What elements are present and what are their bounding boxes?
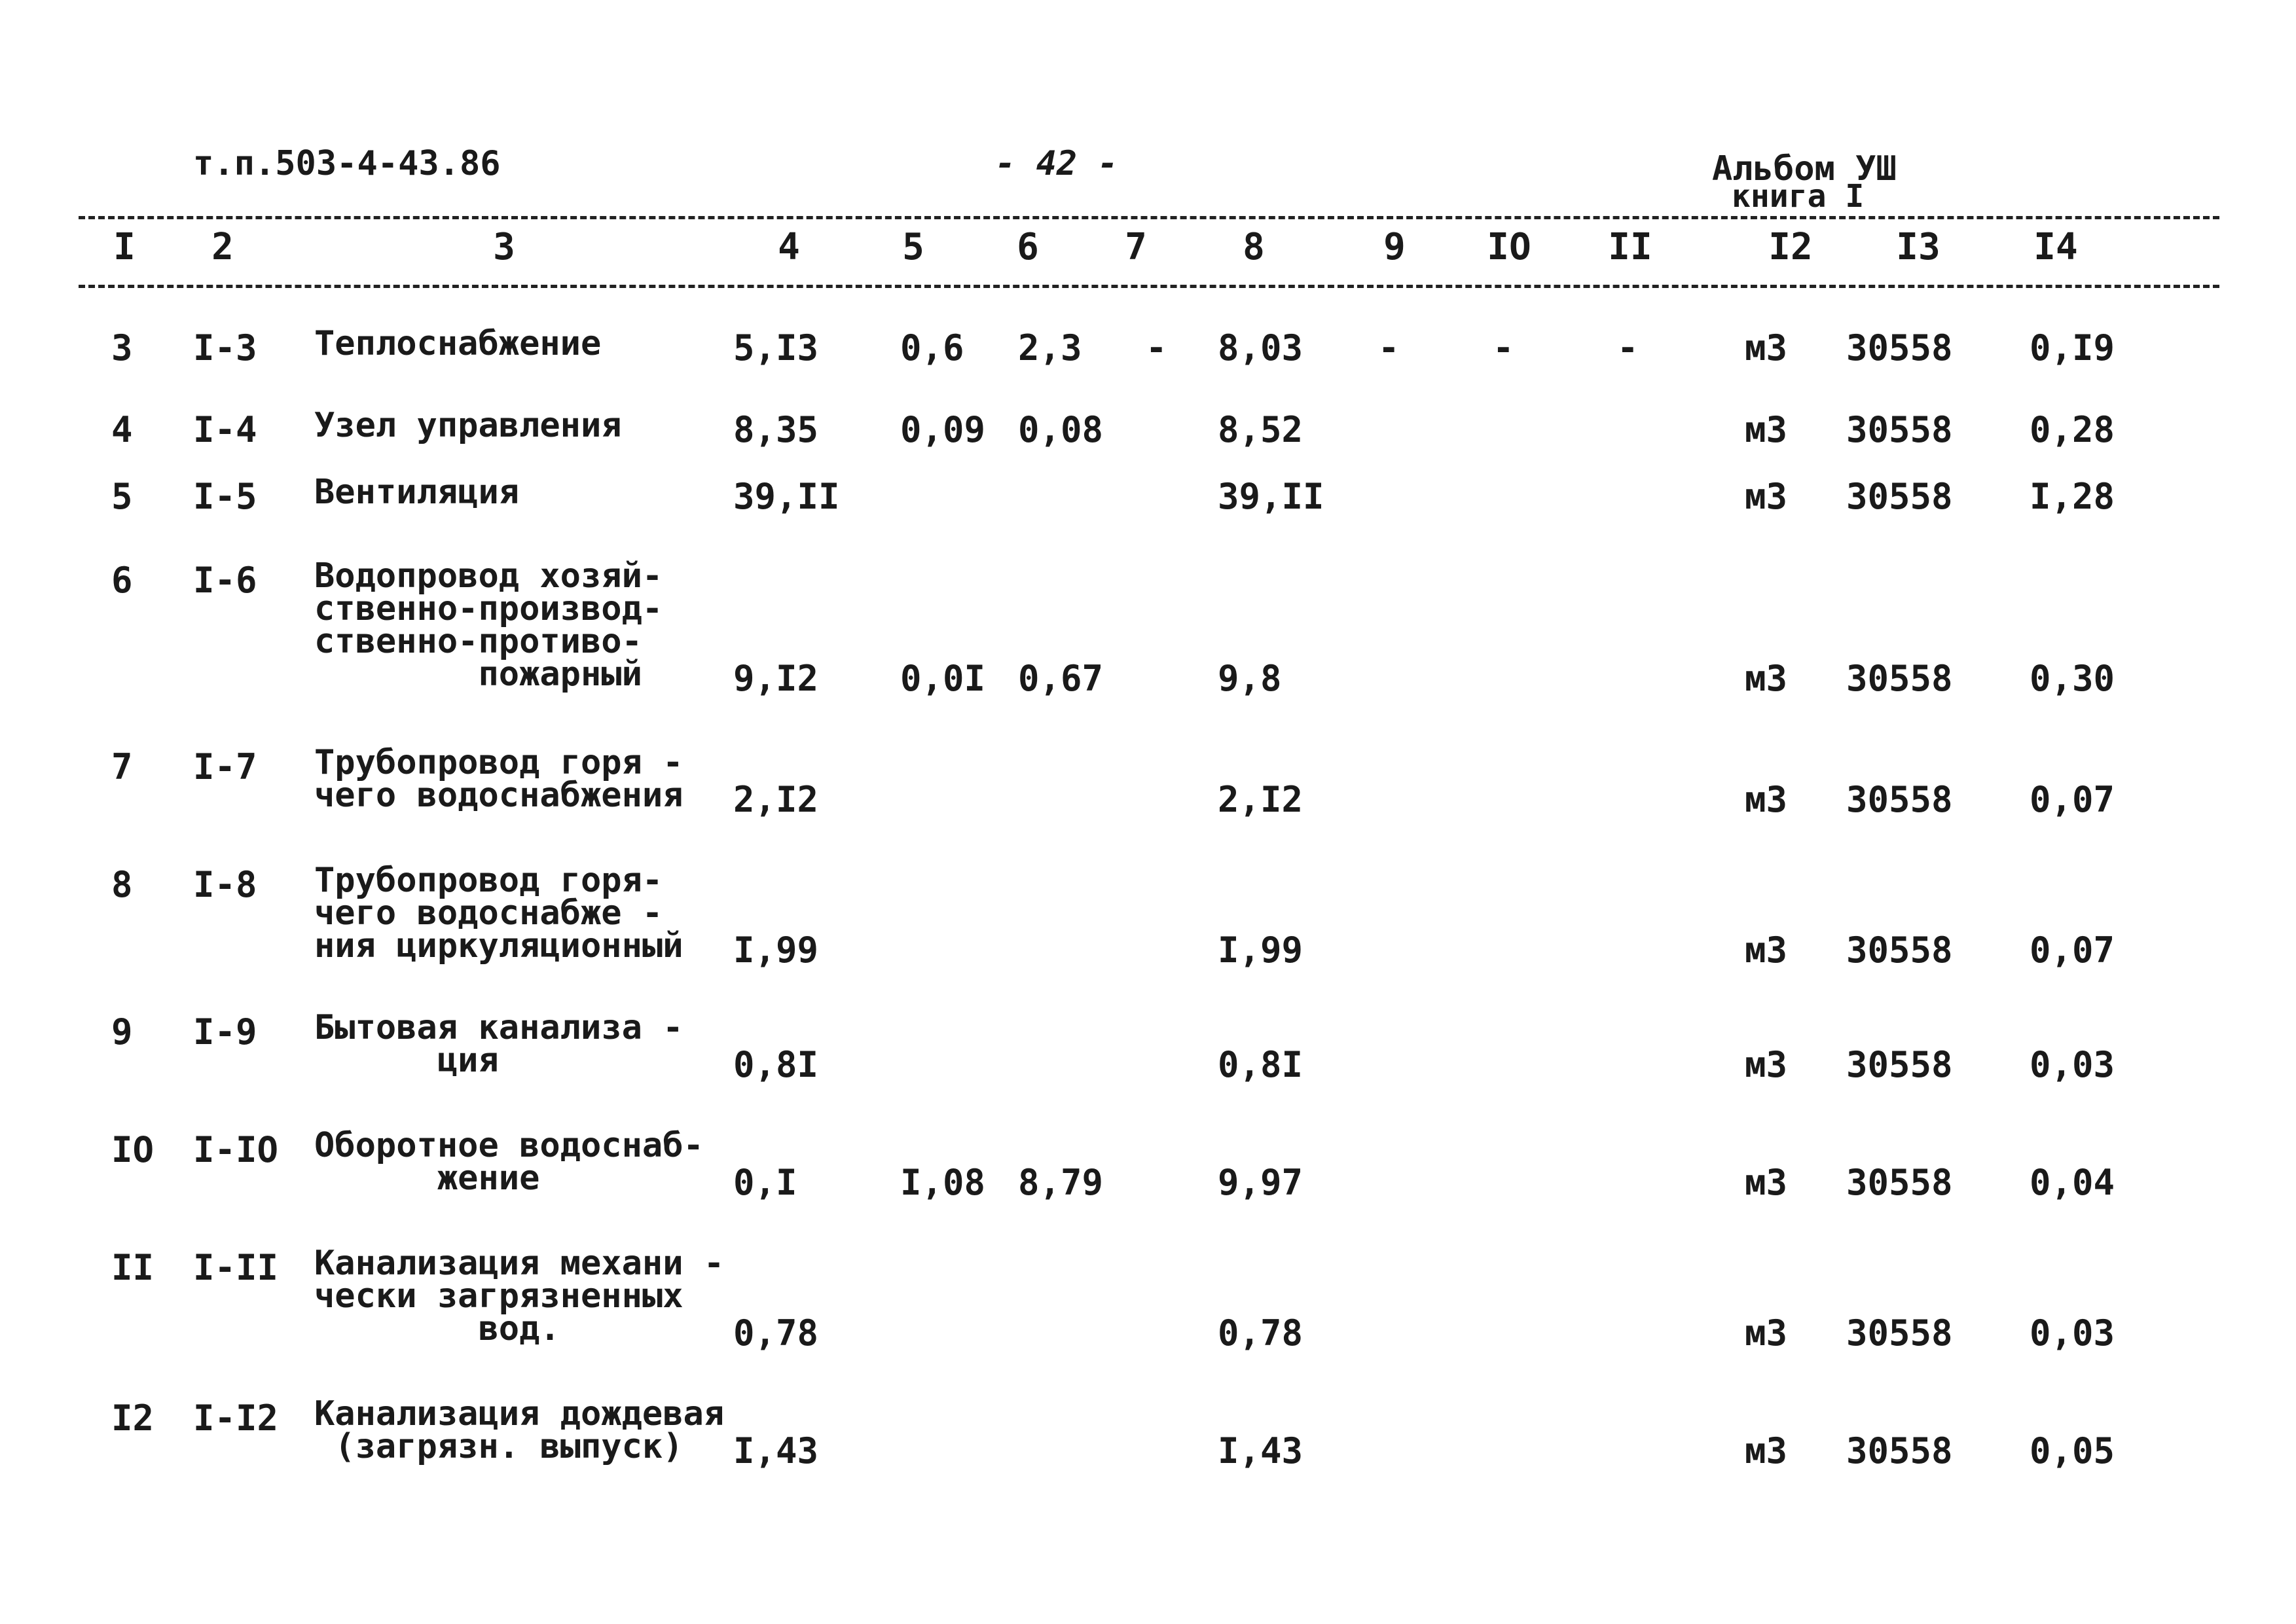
row-name: Вентиляция (314, 473, 520, 512)
cell-c4: 8,35 (733, 409, 819, 450)
cell-c4: I,99 (733, 929, 819, 971)
cell-c5: 0,0I (900, 658, 986, 699)
cell-c8: 2,I2 (1218, 779, 1303, 820)
row-name: Бытовая канализа - ция (314, 1008, 683, 1080)
cell-c13: 30558 (1846, 1430, 1953, 1471)
column-number-2: 2 (211, 226, 234, 268)
cell-c13: 30558 (1846, 658, 1953, 699)
cell-c9: - (1378, 327, 1400, 369)
row-code: I-3 (193, 327, 257, 369)
row-number: 5 (111, 476, 133, 517)
cell-c12: м3 (1745, 1430, 1788, 1471)
cell-c13: 30558 (1846, 476, 1953, 517)
cell-c5: I,08 (900, 1162, 986, 1203)
cell-c10: - (1493, 327, 1514, 369)
cell-c4: 0,78 (733, 1312, 819, 1354)
cell-c8: 0,78 (1218, 1312, 1303, 1354)
row-code: I-4 (193, 409, 257, 450)
cell-c12: м3 (1745, 1312, 1788, 1354)
cell-c12: м3 (1745, 327, 1788, 369)
cell-c13: 30558 (1846, 409, 1953, 450)
column-number-14: I4 (2033, 226, 2078, 268)
row-number: 8 (111, 864, 133, 905)
cell-c13: 30558 (1846, 1162, 1953, 1203)
cell-c14: I,28 (2030, 476, 2115, 517)
column-number-6: 6 (1017, 226, 1039, 268)
row-code: I-7 (193, 746, 257, 787)
cell-c6: 2,3 (1018, 327, 1082, 369)
header-rule-bottom (79, 285, 2219, 288)
row-number: 7 (111, 746, 133, 787)
cell-c14: 0,04 (2030, 1162, 2115, 1203)
cell-c14: 0,03 (2030, 1044, 2115, 1085)
cell-c4: 39,II (733, 476, 840, 517)
row-name: Водопровод хозяй- ственно-производ- ственно-противо- пожарный (314, 556, 663, 694)
column-number-5: 5 (902, 226, 924, 268)
cell-c13: 30558 (1846, 327, 1953, 369)
row-code: I-5 (193, 476, 257, 517)
cell-c4: 5,I3 (733, 327, 819, 369)
cell-c12: м3 (1745, 1044, 1788, 1085)
column-number-3: 3 (493, 226, 515, 268)
column-number-8: 8 (1243, 226, 1265, 268)
page-number: - 42 - (995, 144, 1118, 183)
row-number: 9 (111, 1011, 133, 1053)
cell-c6: 0,67 (1018, 658, 1104, 699)
row-code: I-9 (193, 1011, 257, 1053)
cell-c12: м3 (1745, 929, 1788, 971)
cell-c8: 9,97 (1218, 1162, 1303, 1203)
cell-c13: 30558 (1846, 929, 1953, 971)
cell-c7: - (1146, 327, 1167, 369)
document-code: т.п.503-4-43.86 (193, 144, 501, 183)
cell-c12: м3 (1745, 476, 1788, 517)
cell-c5: 0,6 (900, 327, 964, 369)
cell-c14: 0,07 (2030, 929, 2115, 971)
cell-c8: 39,II (1218, 476, 1324, 517)
row-code: I-I2 (193, 1398, 279, 1439)
column-number-13: I3 (1896, 226, 1941, 268)
album-label: Альбом УШ (1712, 149, 1897, 189)
column-number-10: IO (1487, 226, 1531, 268)
cell-c8: I,43 (1218, 1430, 1303, 1471)
cell-c5: 0,09 (900, 409, 986, 450)
column-number-11: II (1608, 226, 1652, 268)
cell-c14: 0,05 (2030, 1430, 2115, 1471)
cell-c13: 30558 (1846, 1312, 1953, 1354)
cell-c8: 8,52 (1218, 409, 1303, 450)
row-name: Трубопровод горя - чего водоснабжения (314, 743, 683, 815)
cell-c4: 2,I2 (733, 779, 819, 820)
row-name: Оборотное водоснаб- жение (314, 1126, 704, 1198)
row-code: I-IO (193, 1129, 279, 1170)
column-number-1: I (113, 226, 136, 268)
row-name: Канализация механи - чески загрязненных вод. (314, 1244, 725, 1348)
book-label: книга I (1732, 178, 1865, 215)
row-number: I2 (111, 1398, 155, 1439)
cell-c4: 9,I2 (733, 658, 819, 699)
header-rule-top (79, 216, 2219, 219)
row-number: II (111, 1247, 155, 1288)
column-number-4: 4 (778, 226, 800, 268)
column-number-7: 7 (1125, 226, 1147, 268)
column-number-9: 9 (1383, 226, 1406, 268)
cell-c12: м3 (1745, 409, 1788, 450)
row-code: I-6 (193, 560, 257, 601)
cell-c6: 8,79 (1018, 1162, 1104, 1203)
cell-c8: 8,03 (1218, 327, 1303, 369)
cell-c8: I,99 (1218, 929, 1303, 971)
cell-c12: м3 (1745, 779, 1788, 820)
cell-c11: - (1617, 327, 1639, 369)
row-code: I-II (193, 1247, 279, 1288)
row-name: Узел управления (314, 406, 622, 445)
cell-c14: 0,I9 (2030, 327, 2115, 369)
cell-c12: м3 (1745, 1162, 1788, 1203)
cell-c12: м3 (1745, 658, 1788, 699)
cell-c6: 0,08 (1018, 409, 1104, 450)
row-number: 3 (111, 327, 133, 369)
cell-c4: 0,I (733, 1162, 797, 1203)
cell-c4: I,43 (733, 1430, 819, 1471)
cell-c8: 0,8I (1218, 1044, 1303, 1085)
cell-c13: 30558 (1846, 1044, 1953, 1085)
column-number-12: I2 (1768, 226, 1813, 268)
row-name: Трубопровод горя- чего водоснабже - ния циркуляционный (314, 861, 683, 965)
row-name: Теплоснабжение (314, 324, 602, 363)
cell-c14: 0,07 (2030, 779, 2115, 820)
cell-c13: 30558 (1846, 779, 1953, 820)
row-name: Канализация дождевая (загрязн. выпуск) (314, 1394, 725, 1466)
cell-c4: 0,8I (733, 1044, 819, 1085)
row-number: IO (111, 1129, 155, 1170)
cell-c14: 0,28 (2030, 409, 2115, 450)
row-code: I-8 (193, 864, 257, 905)
row-number: 4 (111, 409, 133, 450)
cell-c14: 0,03 (2030, 1312, 2115, 1354)
row-number: 6 (111, 560, 133, 601)
cell-c14: 0,30 (2030, 658, 2115, 699)
cell-c8: 9,8 (1218, 658, 1282, 699)
